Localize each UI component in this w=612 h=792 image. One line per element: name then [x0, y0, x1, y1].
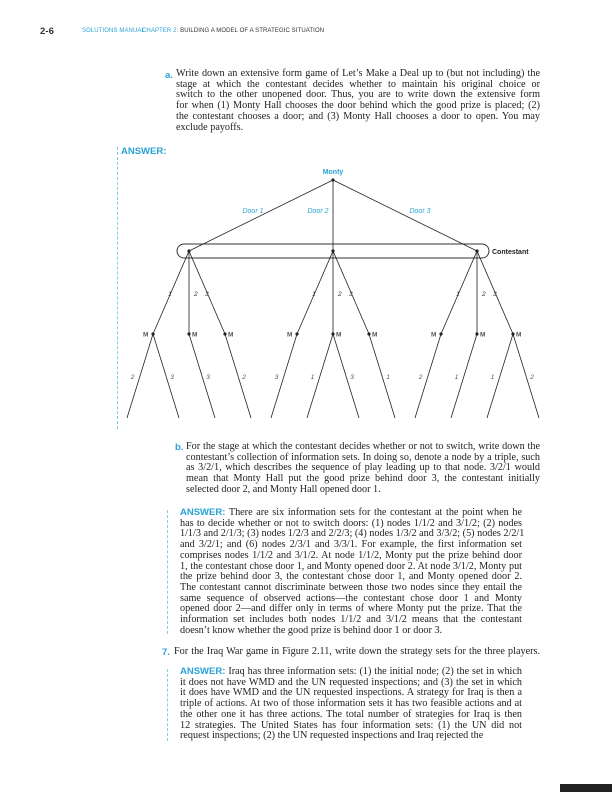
answer-bar	[167, 669, 168, 741]
door-action-label: Door 1	[242, 208, 264, 215]
open-door-label: 2	[242, 374, 246, 381]
question-7-marker: 7.	[162, 647, 170, 658]
text-line: The contestant cannot discriminate between those two nodes since they entail the	[180, 581, 522, 593]
branch-open	[189, 331, 215, 418]
open-door-label: 2	[530, 374, 534, 381]
open-door-label: 3	[350, 374, 354, 381]
text-line: information set includes both nodes 1/1/2 and 3/1/2 means that the contestant	[180, 614, 522, 626]
text-line: 1, the contestant chose door 1, and Monty opened door 2. At node 3/1/2, Monty put	[180, 560, 522, 572]
open-door-label: 2	[130, 374, 135, 381]
monty-node-label: M	[143, 331, 149, 339]
text-line: as 3/2/1, which describes the sequence of play leading up to that node. 3/2/1 would	[186, 462, 540, 474]
contestant-action-label: 2	[194, 291, 198, 298]
monty-node-label: M	[228, 331, 234, 339]
question-7-answer	[180, 667, 522, 742]
text-line: mean that Monty Hall put the good prize behind door 3, the contestant initially	[186, 473, 540, 485]
text-line: comprises nodes 1/1/2 and 3/1/2. At node 1/1/2, Monty put the prize behind door	[180, 549, 522, 561]
answer-text: Iraq has three information sets: (1) the initial node; (2) the set in which	[228, 666, 522, 677]
part-b-answer	[180, 507, 525, 636]
open-door-label: 1	[310, 374, 315, 381]
text-line: switch to the other unopened door. Thus, you are to write down the extensive form	[176, 89, 540, 101]
text-line: and 3/2/1; and (6) nodes 2/3/1 and 3/3/1. For example, the first information set	[180, 539, 522, 551]
contestant-action-label: 1	[312, 291, 316, 298]
contestant-action-label: 1	[456, 291, 460, 298]
branch-door	[189, 180, 333, 251]
decision-node	[331, 178, 334, 181]
door-action-label: Door 2	[307, 208, 329, 215]
page-corner-tab	[560, 784, 612, 792]
open-door-label: 1	[490, 374, 495, 381]
page-number: 2-6	[40, 26, 55, 37]
text-line: doesn’t know whether the good prize is behind door 1 or door 3.	[180, 624, 443, 636]
contestant-action-label: 3	[349, 291, 353, 298]
text-line: it does have WMD and the UN requested inspections. A strategy for Iraq is then a	[180, 687, 522, 699]
branch-open	[369, 331, 395, 418]
branch-open	[153, 334, 179, 418]
text-line: for when (1) Monty Hall chooses the door behind which the good prize is placed; (2)	[176, 100, 540, 112]
chapter-title: BUILDING A MODEL OF A STRATEGIC SITUATION	[180, 28, 325, 34]
contestant-action-label: 3	[493, 291, 497, 298]
monty-node-label: M	[372, 331, 378, 339]
part-a-marker: a.	[165, 70, 173, 81]
contestant-action-label: 1	[168, 291, 172, 298]
monty-node-label: M	[287, 331, 293, 339]
answer-label-a: ANSWER:	[121, 146, 167, 157]
text-line: contestant’s collection of information sets. In doing so, denote a node by a triple, such	[186, 451, 540, 463]
text-line: 1/1/3 and 2/1/3; (3) nodes 1/2/3 and 2/2/3; (4) nodes 1/3/2 and 3/3/2; (5) nodes 2/2/1	[180, 528, 525, 540]
monty-node-label: M	[336, 331, 342, 339]
text-line: stage at which the contestant decides whether to maintain his original choice or	[176, 78, 540, 90]
branch-door	[333, 180, 477, 251]
answer-text: There are six information sets for the contestant at the point when he	[228, 507, 522, 518]
text-line: the contestant chooses a door; and (3) Monty Hall chooses a door to open. You may	[176, 110, 540, 122]
text-line: selected door 2, and Monty Hall opened door 1.	[186, 483, 381, 495]
text-line: 12 strategies. The United States has four information sets: (1) the UN did not	[180, 719, 522, 731]
open-door-label: 3	[274, 374, 279, 381]
text-line: same sequence of observed actions—the contestant chose door 1 and Monty	[180, 592, 522, 604]
contestant-action-label: 2	[338, 291, 342, 298]
text-line: has to decide whether or not to switch doors: (1) nodes 1/1/2 and 3/1/2; (2) nodes	[180, 517, 522, 529]
text-line: the other one it has three actions. The total number of strategies for Iraq is then	[180, 708, 522, 720]
monty-node-label: M	[516, 331, 522, 339]
open-door-label: 3	[206, 374, 210, 381]
monty-node-label: M	[480, 331, 486, 339]
text-line: request inspections; (2) the UN requested inspections and Iraq rejected the	[180, 730, 484, 742]
text-line: exclude payoffs.	[176, 121, 244, 133]
open-door-label: 1	[386, 374, 390, 381]
chapter-label: CHAPTER 2:	[142, 28, 179, 34]
question-7-line: For the Iraq War game in Figure 2.11, write down the strategy sets for the three players.	[174, 646, 540, 657]
door-action-label: Door 3	[409, 208, 431, 215]
text-line: Write down an extensive form game of Let’s Make a Deal up to (but not including) the	[176, 68, 540, 79]
text-line: For the stage at which the contestant decides whether or not to switch, write down the	[186, 441, 540, 452]
running-head-manual: SOLUTIONS MANUAL	[82, 28, 145, 34]
open-door-label: 2	[418, 374, 423, 381]
monty-node-label: M	[431, 331, 437, 339]
contestant-action-label: 2	[482, 291, 486, 298]
open-door-label: 1	[454, 374, 459, 381]
part-b-marker: b.	[175, 442, 184, 453]
contestant-action-label: 3	[205, 291, 209, 298]
open-door-label: 3	[170, 374, 174, 381]
monty-node-label: M	[192, 331, 198, 339]
branch-open	[333, 331, 359, 418]
part-b-question	[186, 442, 540, 496]
text-line: triple of actions. At two of those information sets it has two feasible actions and at	[180, 698, 522, 710]
branch-open	[513, 331, 539, 418]
text-line: it does not have WMD and the UN requested inspections; and (3) the set in which	[180, 676, 522, 688]
info-set-player-label: Contestant	[492, 249, 529, 256]
text-line: the prize behind door 3, the contestant chose door 1, and Monty opened door 2.	[180, 571, 522, 583]
answer-label: ANSWER:	[180, 666, 226, 677]
answer-label: ANSWER:	[180, 507, 226, 518]
answer-bar	[167, 510, 168, 634]
root-player-label: Monty	[322, 169, 344, 176]
branch-open	[225, 331, 251, 418]
text-line: opened door 2—and differ only in terms of where Monty put the prize. That the	[180, 603, 522, 615]
question-7-text	[174, 647, 540, 658]
